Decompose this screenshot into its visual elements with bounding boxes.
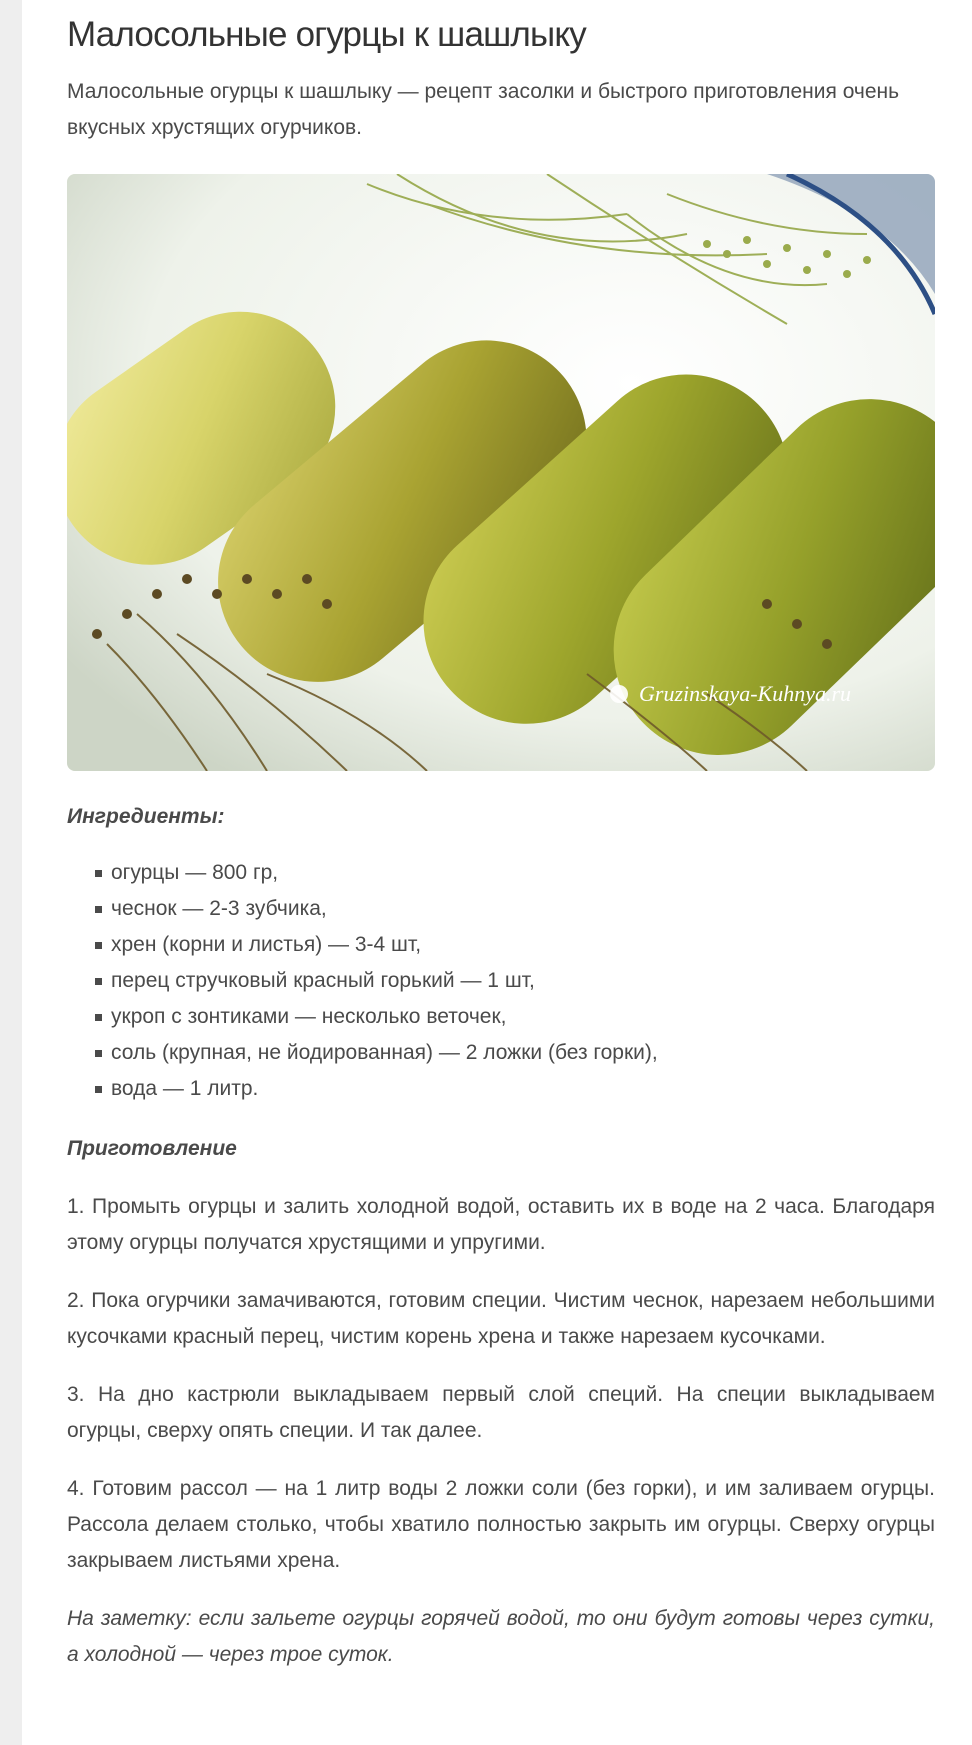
ingredient-text: укроп с зонтиками — несколько веточек, xyxy=(111,1005,507,1028)
article-intro: Малосольные огурцы к шашлыку — рецепт засолки и быстрого приготовления очень вкусных хрустящих огурчиков. xyxy=(67,80,900,139)
tip-note: На заметку: если зальете огурцы горячей водой, то они будут готовы через сутки, а холодной — через трое суток. xyxy=(67,1607,935,1666)
step-paragraph: 2. Пока огурчики замачиваются, готовим специи. Чистим чеснок, нарезаем небольшими кусочками красный перец, чистим корень хрена и также нарезаем кусочками. xyxy=(67,1289,935,1348)
article xyxy=(67,0,935,1711)
pickles-photo xyxy=(67,174,935,771)
bullet-icon xyxy=(95,978,102,985)
ingredient-text: вода — 1 литр. xyxy=(111,1077,259,1100)
ingredients-list xyxy=(67,855,935,1107)
bullet-icon xyxy=(95,1086,102,1093)
bullet-icon xyxy=(95,1050,102,1057)
ingredient-text: хрен (корни и листья) — 3-4 шт, xyxy=(111,933,422,956)
ingredient-item xyxy=(111,855,935,891)
left-page-margin xyxy=(0,0,22,1745)
step-paragraph: 4. Готовим рассол — на 1 литр воды 2 ложки соли (без горки), и им заливаем огурцы. Рассола делаем столько, чтобы хватило полностью закрыть им огурцы. Сверху огурцы закрываем листьями хрена. xyxy=(67,1477,935,1572)
bullet-icon xyxy=(95,1014,102,1021)
ingredient-text: соль (крупная, не йодированная) — 2 ложки (без горки), xyxy=(111,1041,658,1064)
ingredient-item xyxy=(111,1035,935,1071)
bullet-icon xyxy=(95,942,102,949)
ingredient-text: огурцы — 800 гр, xyxy=(111,861,279,884)
ingredient-item xyxy=(111,927,935,963)
ingredient-item xyxy=(111,963,935,999)
preparation-heading: Приготовление xyxy=(67,1137,237,1160)
photo-watermark: Gruzinskaya-Kuhnya.ru xyxy=(639,681,852,706)
article-title: Малосольные огурцы к шашлыку xyxy=(67,15,586,54)
bullet-icon xyxy=(95,870,102,877)
ingredient-item xyxy=(111,1071,935,1107)
step-paragraph: 3. На дно кастрюли выкладываем первый слой специй. На специи выкладываем огурцы, сверху опять специи. И так далее. xyxy=(67,1383,935,1442)
ingredient-item xyxy=(111,891,935,927)
ingredients-heading: Ингредиенты: xyxy=(67,805,225,828)
ingredient-text: чеснок — 2-3 зубчика, xyxy=(111,897,327,920)
ingredient-item xyxy=(111,999,935,1035)
ingredient-text: перец стручковый красный горький — 1 шт, xyxy=(111,969,535,992)
step-paragraph: 1. Промыть огурцы и залить холодной водой, оставить их в воде на 2 часа. Благодаря этому огурцы получатся хрустящими и упругими. xyxy=(67,1195,935,1254)
cut-off-paragraph xyxy=(67,1699,935,1711)
bullet-icon xyxy=(95,906,102,913)
